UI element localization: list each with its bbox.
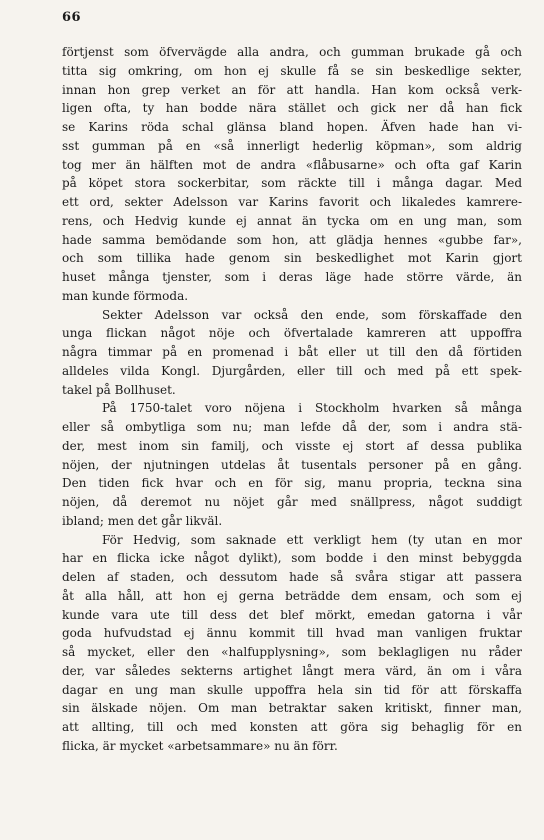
text-line: eller så ombytliga som nu; man lefde då der, som i andra stä- <box>62 420 522 434</box>
text-line: goda hufvudstad ej ännu kommit till hvad man vanligen fruktar <box>62 626 522 641</box>
text-line: man kunde förmoda. <box>62 288 189 303</box>
text-line: På 1750-talet voro nöjena i Stockholm hvarken så många <box>102 401 522 416</box>
text-line: sst gumman på en «så innerligt hederlig köpman», som aldrig <box>62 138 522 153</box>
text-line: har en flicka icke något dylikt), som bodde i den minst bebyggda <box>62 551 522 566</box>
text-line: och som tillika hade genom sin beskedlighet mot Karin gjort <box>62 251 522 266</box>
text-line: rens, och Hedvig kunde ej annat än tycka om en ung man, som <box>62 213 522 228</box>
text-line: der, mest inom sin familj, och visste ej stort af dessa publika <box>62 438 522 453</box>
text-line: nöjen, der njutningen utdelas åt tusentals personer på en gång. <box>62 457 522 472</box>
page-number: 66 <box>62 10 82 25</box>
text-line: ett ord, sekter Adelsson var Karins favorit och likaledes kamrere- <box>62 195 522 209</box>
text-line: innan hon grep verket an för att handla. Han kom också verk- <box>62 82 522 97</box>
text-line: att allting, till och med konsten att göra sig behaglig för en <box>62 720 522 734</box>
text-line: flicka, är mycket «arbetsammare» nu än förr. <box>62 738 338 753</box>
text-line: alldeles vilda Kongl. Djurgården, eller till och med på ett spek- <box>62 363 522 378</box>
body-text <box>62 43 522 756</box>
text-line: ligen ofta, ty han bodde nära stället och gick ner då han fick <box>62 101 522 116</box>
text-line: der, var således sekterns artighet långt mera värd, än om i våra <box>62 663 522 678</box>
text-line: åt alla håll, att hon ej gerna beträdde dem ensam, och som ej <box>62 588 522 603</box>
text-line: nöjen, då deremot nu nöjet går med snällpress, något suddigt <box>62 495 522 509</box>
text-line: unga flickan något nöje och öfvertalade kamreren att uppoffra <box>62 326 522 341</box>
text-line: dagar en ung man skulle uppoffra hela sin tid för att förskaffa <box>62 682 522 697</box>
text-line: delen af staden, och dessutom hade så svåra stigar att passera <box>62 570 522 584</box>
text-line: förtjenst som öfvervägde alla andra, och gumman brukade gå och <box>62 45 522 59</box>
text-line: Sekter Adelsson var också den ende, som förskaffade den <box>102 307 522 322</box>
text-line: se Karins röda schal glänsa bland hopen. Äfven hade han vi- <box>62 120 522 134</box>
text-line: hade samma bemödande som hon, att glädja hennes «gubbe far», <box>62 232 522 247</box>
text-line: kunde vara ute till dess det blef mörkt, emedan gatorna i vår <box>62 607 522 622</box>
text-line: Den tiden fick hvar och en för sig, manu propria, teckna sina <box>62 476 522 491</box>
text-line: För Hedvig, som saknade ett verkligt hem (ty utan en mor <box>102 532 522 547</box>
text-line: ibland; men det går likväl. <box>62 513 223 528</box>
text-line: tog mer än hälften mot de andra «flåbusarne» och ofta gaf Karin <box>62 157 522 172</box>
text-line: på köpet stora sockerbitar, som räckte till i många dagar. Med <box>62 176 522 191</box>
text-line: så mycket, eller den «halfupplysning», som beklagligen nu råder <box>62 645 522 659</box>
text-line: några timmar på en promenad i båt eller ut till den då förtiden <box>62 345 522 359</box>
text-line: takel på Bollhuset. <box>62 382 176 397</box>
text-line: sin älskade nöjen. Om man betraktar saken kritiskt, finner man, <box>62 701 522 716</box>
text-line: huset många tjenster, som i deras läge hade större värde, än <box>62 270 522 284</box>
text-line: titta sig omkring, om hon ej skulle få se sin beskedlige sekter, <box>62 63 522 78</box>
